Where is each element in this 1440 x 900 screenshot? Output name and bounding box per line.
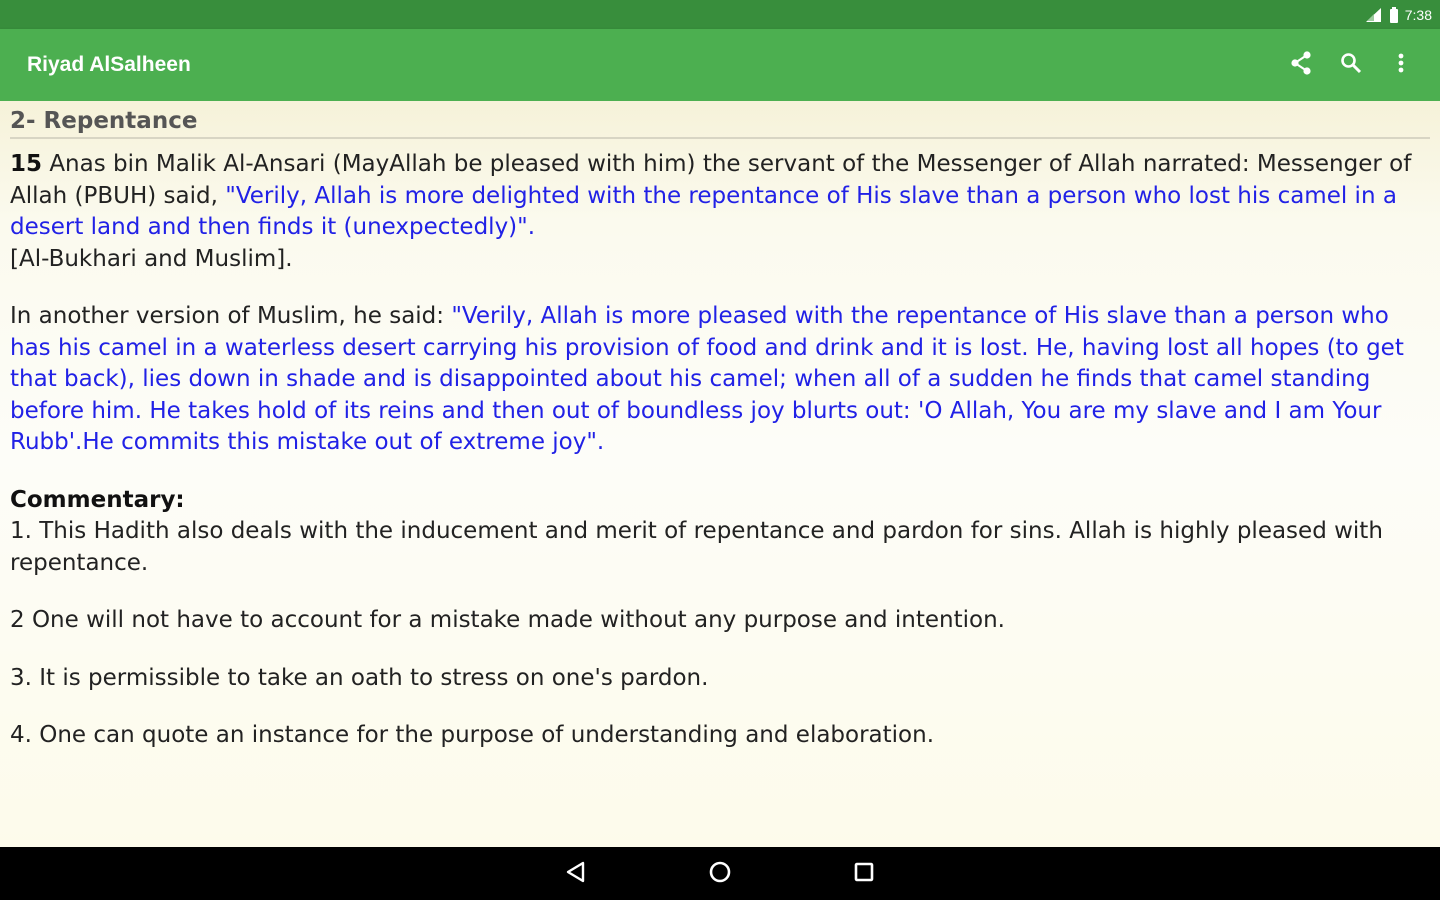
commentary-point: 1. This Hadith also deals with the inducement and merit of repentance and pardon for sins. Allah is highly pleased with repentance. (10, 518, 1383, 576)
chapter-title: 2- Repentance (10, 101, 1430, 139)
commentary-point: 3. It is permissible to take an oath to stress on one's pardon. (10, 664, 709, 691)
status-bar (0, 0, 1440, 29)
commentary-heading: Commentary: (10, 486, 185, 513)
back-icon (565, 861, 587, 887)
home-icon (708, 860, 732, 888)
hadith-intro: Anas bin Malik Al-Ansari (MayAllah be pleased with him) the servant of the Messenger of Allah narrated: Messenger of Allah (PBUH) said, (10, 151, 1412, 209)
version-intro: In another version of Muslim, he said: (10, 303, 452, 329)
status-clock: 7:38 (1404, 6, 1432, 23)
app-toolbar (0, 29, 1440, 101)
home-button[interactable] (695, 849, 745, 899)
overflow-menu-button[interactable] (1376, 40, 1426, 90)
recents-button[interactable] (839, 849, 889, 899)
hadith-text (10, 149, 1430, 275)
hadith-number: 15 (10, 151, 43, 177)
toolbar-actions (1276, 29, 1426, 101)
hadith-content[interactable] (0, 101, 1440, 847)
share-icon (1289, 50, 1313, 80)
commentary-point: 2 One will not have to account for a mistake made without any purpose and intention. (10, 607, 1005, 633)
search-icon (1339, 51, 1363, 79)
search-button[interactable] (1326, 40, 1376, 90)
back-button[interactable] (551, 849, 601, 899)
commentary-section (10, 485, 1430, 752)
version-quote: "Verily, Allah is more pleased with the repentance of His slave than a person who has his camel in a waterless desert carrying his provision of food and drink and it is lost. He, having lost all hopes (to get that back), lies down in shade and is disappointed about his camel; when all of a sudden he finds that camel standing before him. He takes hold of its reins and then out of boundless joy blurts out: 'O Allah, You are my slave and I am Your Rubb'.He commits this mistake out of extreme joy". (10, 303, 1404, 455)
signal-icon (1365, 7, 1383, 23)
battery-icon (1389, 7, 1399, 23)
recents-icon (853, 861, 875, 887)
share-button[interactable] (1276, 40, 1326, 90)
hadith-version (10, 301, 1430, 459)
commentary-point: 4. One can quote an instance for the purpose of understanding and elaboration. (10, 722, 935, 748)
more-vert-icon (1397, 51, 1405, 79)
hadith-quote: "Verily, Allah is more delighted with the repentance of His slave than a person who lost his camel in a desert land and then finds it (unexpectedly)". (10, 182, 1397, 240)
app-title: Riyad AlSalheen (27, 53, 191, 76)
navigation-bar (0, 847, 1440, 900)
hadith-source: [Al-Bukhari and Muslim]. (10, 245, 293, 272)
